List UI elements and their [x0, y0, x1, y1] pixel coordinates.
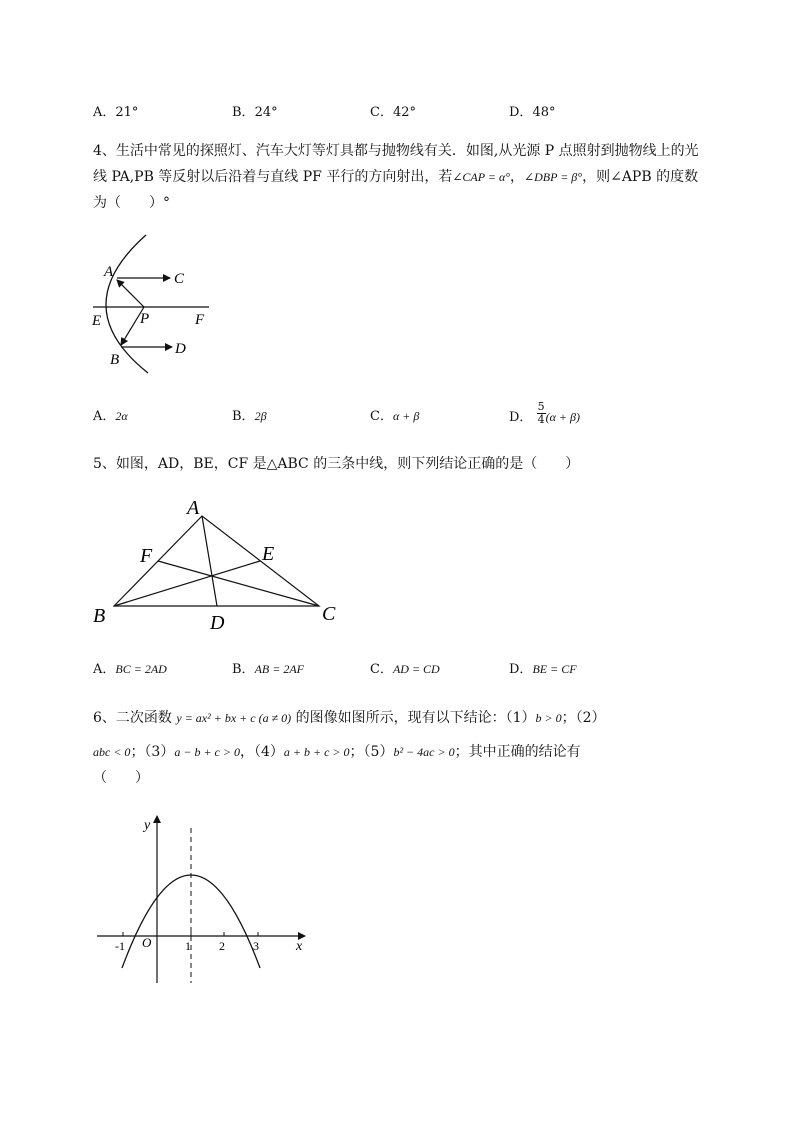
q4-stem-line-1: 4、生活中常见的探照灯、汽车大灯等灯具都与抛物线有关．如图,从光源 P 点照射到抛物线上的光	[93, 143, 699, 159]
q4-stem-line-3: 为（ ）°	[93, 195, 170, 211]
tick-label-1: 1	[185, 939, 191, 953]
q6-stem-line-3: （ ）	[93, 770, 149, 786]
q5-option-d[interactable]: D．BE = CF	[509, 662, 577, 677]
q4-option-d[interactable]: D． $\frac{5}{4}$ (α + β)	[509, 400, 580, 426]
label-d: D	[175, 341, 186, 357]
q6-stem-line-2: abc < 0；（3）a − b + c > 0，（4）a + b + c > 0；（5）b² − 4ac > 0；其中正确的结论有	[93, 744, 581, 760]
label-f: F	[140, 545, 153, 567]
fraction: $\frac{5}{4}$	[537, 400, 545, 426]
label-b: B	[110, 352, 120, 368]
label-b: B	[93, 605, 106, 627]
q6-stem-line-1: 6、二次函数 y = ax² + bx + c (a ≠ 0) 的图像如图所示，现有以下结论：（1）b > 0；（2）	[93, 710, 606, 726]
q4-option-a[interactable]: A．2α	[93, 409, 128, 424]
q5-option-a[interactable]: A．BC = 2AD	[93, 662, 167, 677]
q4-option-b[interactable]: B．2β	[232, 409, 267, 424]
label-e: E	[92, 313, 102, 329]
tick-label-neg1: -1	[115, 939, 125, 953]
q3-option-c[interactable]: C．42°	[370, 105, 416, 120]
label-d: D	[210, 612, 225, 634]
label-p: P	[140, 311, 150, 327]
tick-label-3: 3	[253, 939, 259, 953]
q5-option-c[interactable]: C．AD = CD	[370, 662, 440, 677]
q3-option-a[interactable]: A．21°	[93, 105, 139, 120]
q4-option-c[interactable]: C．α + β	[370, 409, 420, 424]
q5-option-b[interactable]: B．AB = 2AF	[232, 662, 304, 677]
label-e: E	[262, 543, 275, 565]
label-f: F	[195, 312, 205, 328]
label-c: C	[322, 603, 336, 625]
y-label: y	[144, 818, 151, 833]
label-a: A	[104, 264, 114, 280]
tick-label-2: 2	[219, 939, 225, 953]
q4-stem-line-2: 线 PA,PB 等反射以后沿着与直线 PF 平行的方向射出，若∠CAP = α°，∠DBP = β°，则∠APB 的度数	[93, 169, 699, 185]
label-a: A	[187, 497, 200, 519]
q5-stem: 5、如图，AD，BE，CF 是△ABC 的三条中线，则下列结论正确的是（ ）	[93, 456, 580, 472]
q3-option-b[interactable]: B．24°	[232, 105, 278, 120]
q3-option-d[interactable]: D．48°	[509, 105, 556, 120]
origin-label: O	[142, 935, 152, 950]
label-c: C	[174, 271, 185, 287]
x-label: x	[296, 939, 303, 954]
